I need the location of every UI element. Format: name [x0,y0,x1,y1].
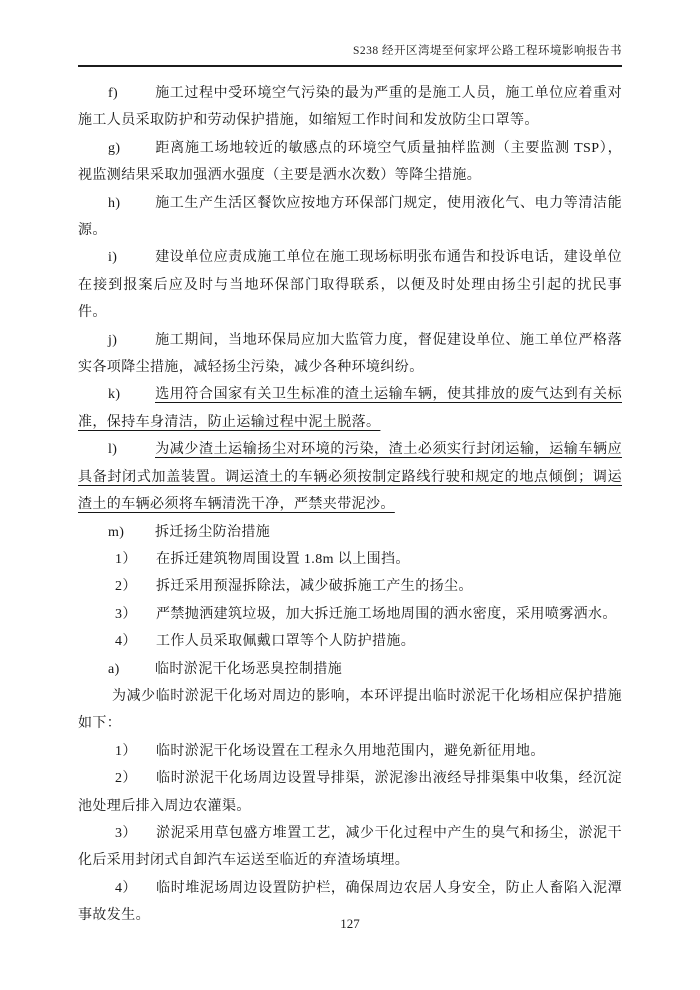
paragraph-label: 4） [115,634,137,650]
paragraph-list [78,80,622,930]
paragraph-label: h) [108,195,121,211]
paragraph-text: 为减少临时淤泥干化场对周边的影响，本环评提出临时淤泥干化场相应保护措施如下： [78,688,622,732]
paragraph [78,683,622,738]
paragraph-label: k) [108,387,121,403]
paragraph [78,190,622,245]
paragraph-text: 临时淤泥干化场周边设置导排渠，淤泥渗出液经导排渠集中收集，经沉淀池处理后排入周边农灌渠。 [78,771,622,814]
paragraph [78,80,622,135]
paragraph-label: m) [108,524,125,540]
paragraph-label: 2） [115,579,137,595]
page-header [78,0,622,67]
paragraph-label: 3） [115,606,137,622]
paragraph [78,738,622,765]
paragraph [78,765,622,820]
paragraph-text: 临时淤泥干化场恶臭控制措施 [155,661,343,677]
paragraph [78,573,622,600]
paragraph [78,244,622,326]
paragraph-label: 4） [115,880,137,896]
paragraph-text: 在拆迁建筑物周围设置 1.8m 以上围挡。 [156,551,410,567]
paragraph-label: f) [108,86,119,101]
paragraph-text: 施工生产生活区餐饮应按地方环保部门规定，使用液化气、电力等清洁能源。 [78,195,622,239]
paragraph-text: 严禁抛洒建筑垃圾，加大拆迁施工场地周围的洒水密度，采用喷雾洒水。 [156,606,617,622]
paragraph-text: 临时淤泥干化场设置在工程永久用地范围内，避免新征用地。 [156,743,545,759]
paragraph [78,628,622,655]
paragraph [78,519,622,546]
paragraph-label: j) [108,332,118,348]
paragraph-label: 1） [115,743,137,759]
paragraph-text: 选用符合国家有关卫生标准的渣土运输车辆，使其排放的废气达到有关标准，保持车身清洁，防止运输过程中泥土脱落。 [78,387,622,430]
paragraph-text: 拆迁扬尘防治措施 [155,524,271,540]
page-content [0,67,700,930]
paragraph [78,546,622,573]
paragraph [78,327,622,382]
paragraph [78,601,622,628]
header-title: S238 经开区湾堤至何家坪公路工程环境影响报告书 [352,45,622,57]
paragraph-text: 为减少渣土运输扬尘对环境的污染，渣土必须实行封闭运输，运输车辆应具备封闭式加盖装置。调运渣土的车辆必须按制定路线行驶和规定的地点倾倒；调运渣土的车辆必须将车辆清洗干净，严禁夹带泥沙。 [78,442,622,513]
paragraph-text: 建设单位应责成施工单位在施工现场标明张布通告和投诉电话，建设单位在接到报案后应及时与当地环保部门取得联系，以便及时处理由扬尘引起的扰民事件。 [78,250,622,321]
paragraph-text: 临时堆泥场周边设置防护栏，确保周边农居人身安全，防止人畜陷入泥潭事故发生。 [78,880,622,924]
paragraph [78,381,622,436]
paragraph [78,656,622,683]
paragraph-text: 淤泥采用草包盛方堆置工艺，减少干化过程中产生的臭气和扬尘，淤泥干化后采用封闭式自卸汽车运送至临近的弃渣场填埋。 [78,825,622,869]
page-footer [0,916,700,932]
paragraph-label: g) [108,140,121,156]
paragraph-label: 3） [115,825,137,841]
paragraph [78,436,622,518]
paragraph-label: i) [108,250,118,266]
paragraph-text: 施工过程中受环境空气污染的最为严重的是施工人员，施工单位应着重对施工人员采取防护和劳动保护措施，如缩短工作时间和发放防尘口罩等。 [78,86,622,129]
paragraph-text: 施工期间，当地环保局应加大监管力度，督促建设单位、施工单位严格落实各项降尘措施，减轻扬尘污染，减少各种环境纠纷。 [78,332,622,376]
page-number: 127 [340,916,360,931]
paragraph-text: 拆迁采用预湿拆除法，减少破拆施工产生的扬尘。 [156,579,473,595]
paragraph-label: 2） [115,771,137,787]
paragraph-label: a) [108,661,120,677]
paragraph-text: 距离施工场地较近的敏感点的环境空气质量抽样监测（主要监测 TSP），视监测结果采取加强洒水强度（主要是洒水次数）等降尘措施。 [78,140,622,184]
paragraph [78,135,622,190]
paragraph-text: 工作人员采取佩戴口罩等个人防护措施。 [156,634,416,650]
paragraph [78,820,622,875]
paragraph-label: 1） [115,551,137,567]
paragraph-label: l) [108,442,118,458]
